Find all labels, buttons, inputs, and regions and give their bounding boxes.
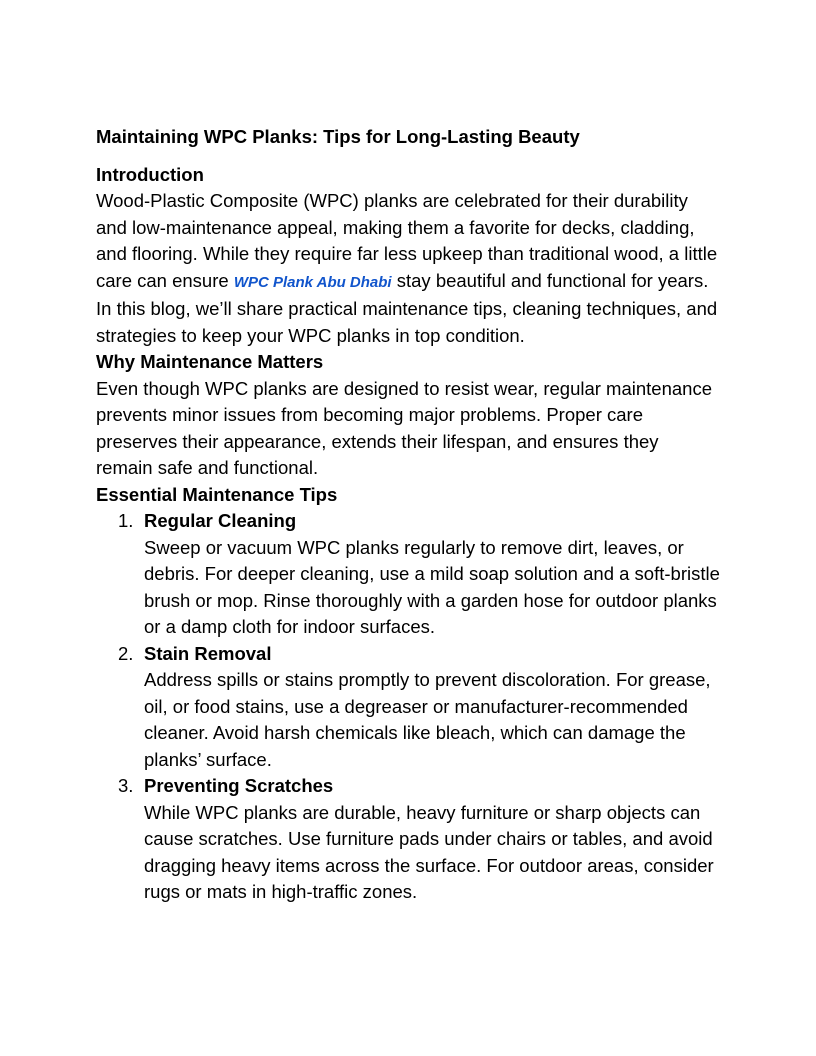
list-item-body: Sweep or vacuum WPC planks regularly to remove dirt, leaves, or debris. For deeper cleaning, use a mild soap solution and a soft-bristle brush or mop. Rinse thoroughly with a garden hose for outdoor planks or a damp cloth for indoor surfaces. xyxy=(144,536,720,637)
document-title: Maintaining WPC Planks: Tips for Long-Lasting Beauty xyxy=(96,126,580,147)
list-item-number: 2. xyxy=(118,642,134,664)
why-paragraph: Even though WPC planks are designed to resist wear, regular maintenance prevents minor issues from becoming major problems. Proper care preserves their appearance, extends their lifespan, and ensures they remain safe and functional. xyxy=(96,377,712,478)
intro-text-before-link: Wood-Plastic Composite (WPC) planks are celebrated for their durability and low-maintenance appeal, making them a favorite for decks, cladding, and flooring. While they require far less upkeep than traditional wood, a little care can ensure xyxy=(96,190,718,291)
list-item-number: 3. xyxy=(118,775,134,796)
tips-heading: Essential Maintenance Tips xyxy=(96,483,338,505)
intro-text-after-link: stay beautiful and functional for years. In this blog, we’ll share practical maintenance tips, cleaning techniques, and strategies to keep your WPC planks in top condition. xyxy=(96,269,718,346)
list-item-number: 1. xyxy=(118,510,134,531)
intro-heading: Introduction xyxy=(96,163,204,185)
tips-list xyxy=(96,508,720,906)
list-item xyxy=(96,641,720,774)
list-item-body: Address spills or stains promptly to prevent discoloration. For grease, oil, or food stains, use a degreaser or manufacturer-recommended cleaner. Avoid harsh chemicals like bleach, which can damage the planks’ surface. xyxy=(144,669,711,770)
intro-paragraph xyxy=(96,188,720,349)
list-item-title: Regular Cleaning xyxy=(144,510,297,531)
document-page xyxy=(96,124,720,906)
list-item-title: Stain Removal xyxy=(144,642,272,664)
list-item xyxy=(96,773,720,906)
why-heading: Why Maintenance Matters xyxy=(96,351,324,372)
wpc-plank-abu-dhabi-link[interactable]: WPC Plank Abu Dhabi xyxy=(233,273,392,291)
list-item-title: Preventing Scratches xyxy=(144,775,334,796)
list-item xyxy=(96,508,720,641)
list-item-body: While WPC planks are durable, heavy furniture or sharp objects can cause scratches. Use furniture pads under chairs or tables, and avoid dragging heavy items across the surface. For outdoor areas, consider rugs or mats in high-traffic zones. xyxy=(144,801,714,902)
